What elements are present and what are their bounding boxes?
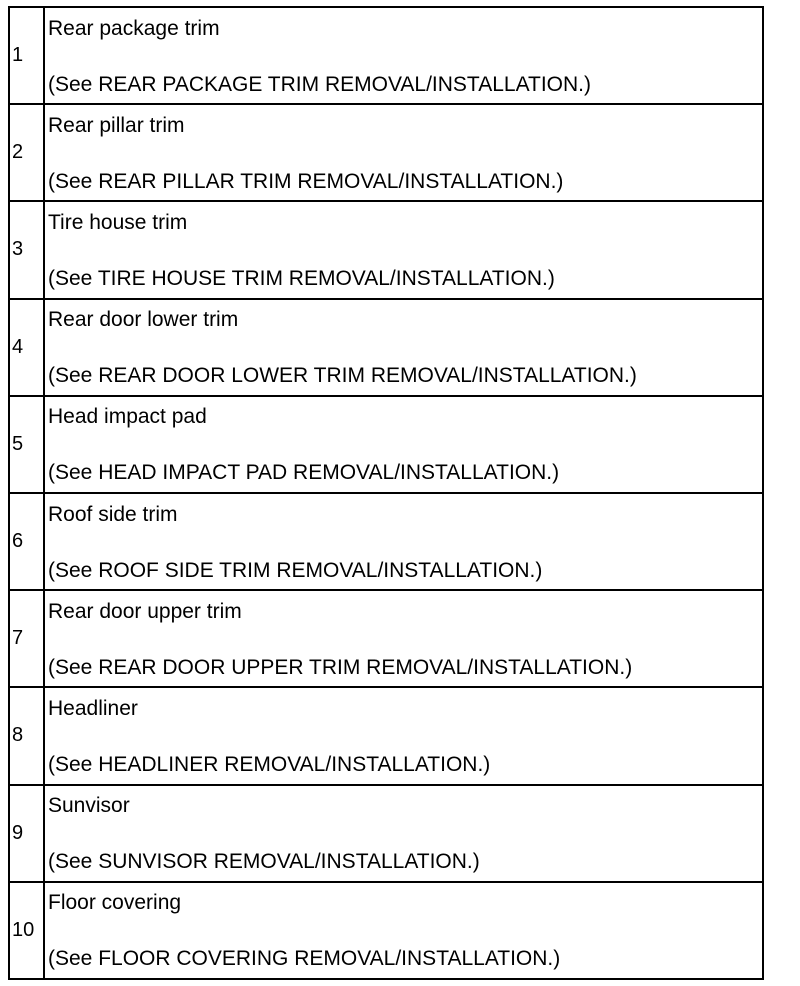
item-cell xyxy=(44,201,763,298)
item-number: 4 xyxy=(9,299,44,396)
item-cell xyxy=(44,104,763,201)
item-title: Rear pillar trim xyxy=(48,113,185,137)
item-cell xyxy=(44,590,763,687)
item-cell xyxy=(44,687,763,784)
table-row xyxy=(9,687,763,784)
item-reference: (See REAR DOOR LOWER TRIM REMOVAL/INSTALLATION.) xyxy=(48,364,637,388)
table-row xyxy=(9,299,763,396)
item-reference: (See TIRE HOUSE TRIM REMOVAL/INSTALLATION.) xyxy=(48,266,555,290)
item-reference: (See REAR PILLAR TRIM REMOVAL/INSTALLATION.) xyxy=(48,169,564,193)
item-title: Rear door lower trim xyxy=(48,308,239,332)
item-title: Sunvisor xyxy=(48,794,130,818)
item-title: Rear door upper trim xyxy=(48,599,242,623)
table-row xyxy=(9,396,763,493)
item-cell xyxy=(44,882,763,979)
item-cell xyxy=(44,299,763,396)
table-row xyxy=(9,7,763,104)
table-row xyxy=(9,104,763,201)
item-cell xyxy=(44,785,763,882)
item-cell xyxy=(44,493,763,590)
table-row xyxy=(9,785,763,882)
item-number: 9 xyxy=(9,785,44,882)
item-number: 10 xyxy=(9,882,44,979)
item-title: Tire house trim xyxy=(48,210,188,234)
table-row xyxy=(9,201,763,298)
item-number: 1 xyxy=(9,7,44,104)
item-number: 5 xyxy=(9,396,44,493)
table-row xyxy=(9,493,763,590)
item-reference: (See FLOOR COVERING REMOVAL/INSTALLATION.) xyxy=(48,947,561,971)
item-cell xyxy=(44,396,763,493)
item-reference: (See HEAD IMPACT PAD REMOVAL/INSTALLATION.) xyxy=(48,461,560,485)
item-number: 7 xyxy=(9,590,44,687)
item-reference: (See REAR DOOR UPPER TRIM REMOVAL/INSTALLATION.) xyxy=(48,655,633,679)
table-row xyxy=(9,590,763,687)
item-cell xyxy=(44,7,763,104)
item-number: 6 xyxy=(9,493,44,590)
item-title: Head impact pad xyxy=(48,405,207,429)
item-title: Roof side trim xyxy=(48,502,178,526)
item-reference: (See REAR PACKAGE TRIM REMOVAL/INSTALLATION.) xyxy=(48,72,592,96)
item-title: Rear package trim xyxy=(48,16,220,40)
procedure-table xyxy=(8,6,764,980)
table-row xyxy=(9,882,763,979)
item-title: Headliner xyxy=(48,696,138,720)
item-number: 8 xyxy=(9,687,44,784)
item-reference: (See HEADLINER REMOVAL/INSTALLATION.) xyxy=(48,752,491,776)
item-number: 2 xyxy=(9,104,44,201)
item-reference: (See SUNVISOR REMOVAL/INSTALLATION.) xyxy=(48,850,480,874)
item-title: Floor covering xyxy=(48,891,182,915)
item-number: 3 xyxy=(9,201,44,298)
item-reference: (See ROOF SIDE TRIM REMOVAL/INSTALLATION.) xyxy=(48,558,543,582)
